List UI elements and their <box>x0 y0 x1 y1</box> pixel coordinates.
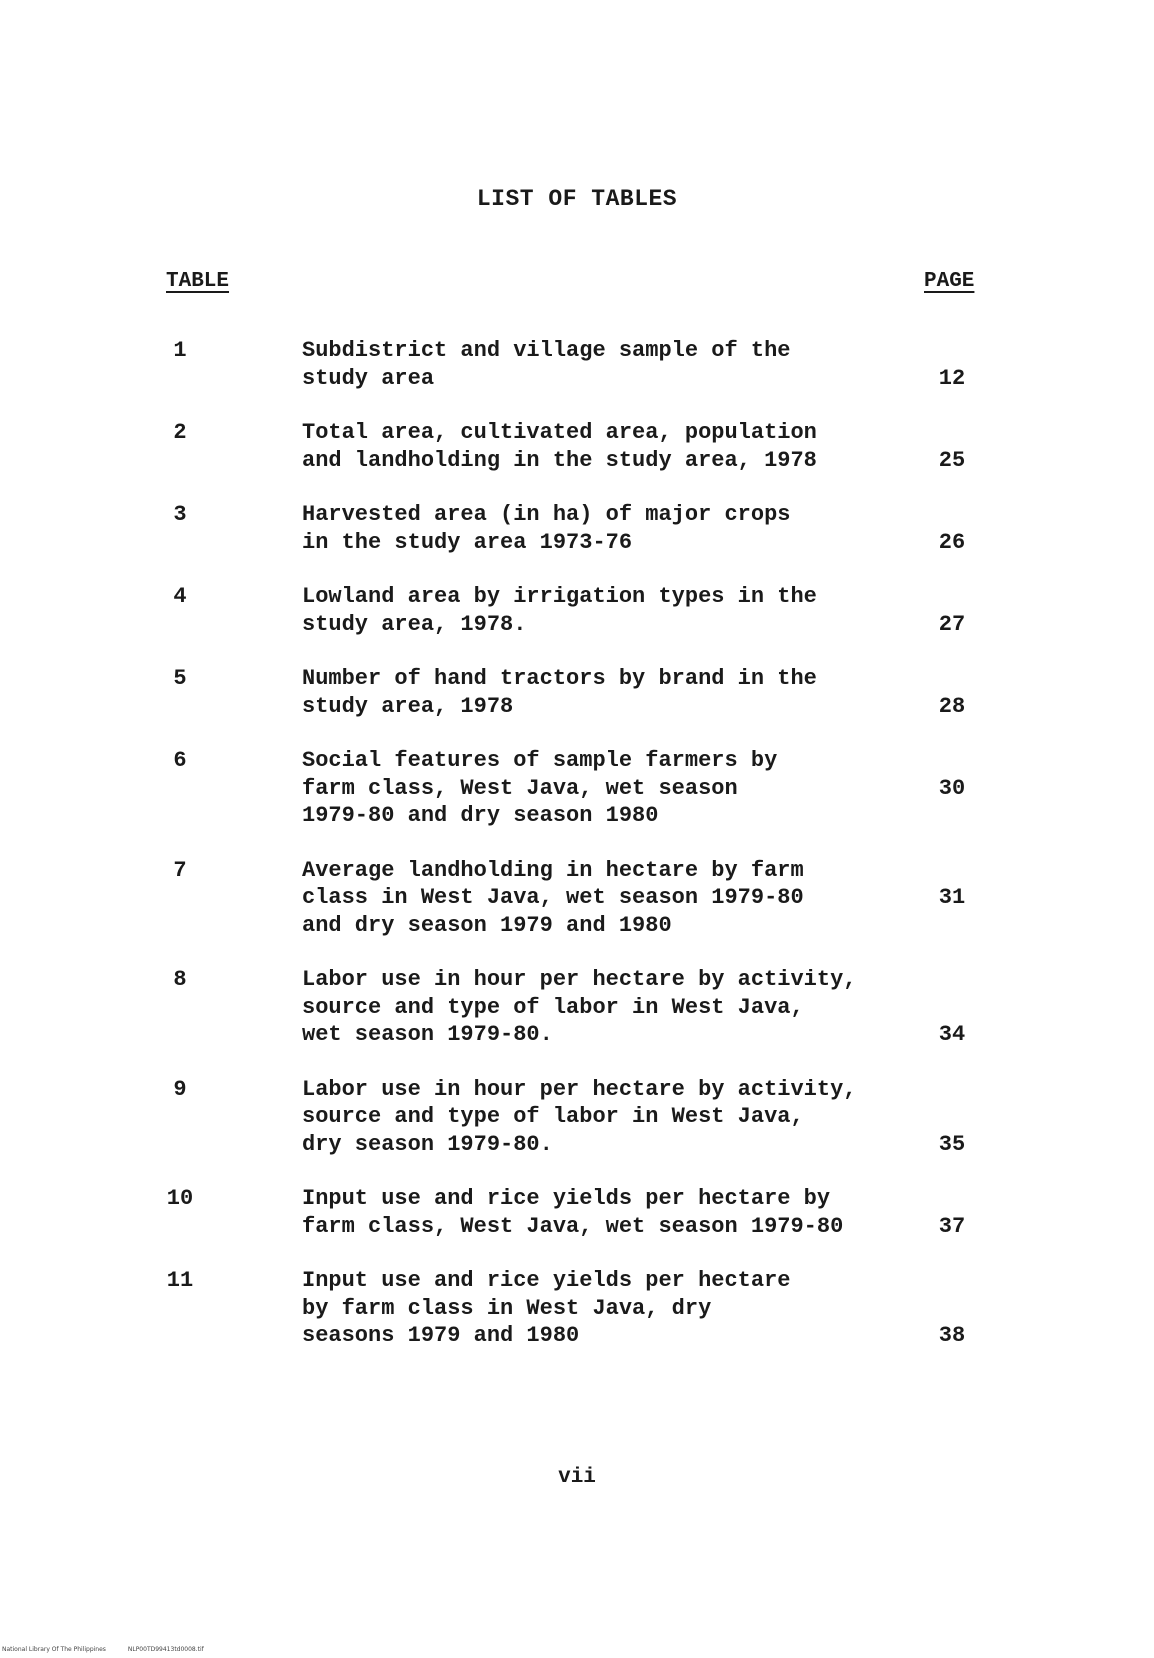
entry-description: Labor use in hour per hectare by activity, source and type of labor in West Java, dry season 1979-80. <box>302 1076 857 1157</box>
entry-description: Number of hand tractors by brand in the study area, 1978 <box>302 666 817 719</box>
page-title: LIST OF TABLES <box>476 186 678 212</box>
entry-page: 30 <box>938 775 966 801</box>
footer-library: National Library Of The Philippines <box>2 1646 106 1653</box>
entry-number: 7 <box>173 857 187 883</box>
entry-page: 38 <box>938 1323 966 1348</box>
entry-page: 35 <box>938 1131 966 1157</box>
entry-page: 25 <box>938 447 966 473</box>
list-item <box>0 1267 1154 1350</box>
entry-number: 1 <box>173 338 187 363</box>
table-list <box>0 337 1154 1377</box>
entry-description: Input use and rice yields per hectare by farm class in West Java, dry seasons 1979 and 1980 <box>302 1268 791 1348</box>
entry-number: 4 <box>173 584 187 609</box>
entry-description: Labor use in hour per hectare by activity, source and type of labor in West Java, wet season 1979-80. <box>302 967 857 1047</box>
entry-number: 3 <box>173 502 187 527</box>
entry-number: 5 <box>173 666 187 691</box>
entry-page: 31 <box>938 885 966 910</box>
list-item <box>0 665 1154 720</box>
entry-description: Input use and rice yields per hectare by farm class, West Java, wet season 1979-80 <box>302 1186 844 1239</box>
entry-description: Average landholding in hectare by farm class in West Java, wet season 1979-80 and dry season 1979 and 1980 <box>302 857 804 938</box>
scan-footer <box>2 1646 224 1653</box>
list-item <box>0 1185 1154 1240</box>
entry-description: Harvested area (in ha) of major crops in the study area 1973-76 <box>302 502 791 555</box>
entry-number: 8 <box>173 967 187 992</box>
page-number: vii <box>558 1466 596 1489</box>
footer-file: NLP00TD99413td0008.tif <box>127 1646 204 1653</box>
entry-description: Social features of sample farmers by farm class, West Java, wet season 1979-80 and dry season 1980 <box>302 748 778 828</box>
page-column-header: PAGE <box>924 270 975 293</box>
list-item <box>0 966 1154 1049</box>
entry-page: 28 <box>938 693 966 719</box>
entry-page: 34 <box>938 1022 966 1047</box>
entry-page: 37 <box>938 1213 966 1239</box>
list-item <box>0 747 1154 830</box>
list-item <box>0 337 1154 392</box>
list-item <box>0 583 1154 638</box>
list-item <box>0 501 1154 556</box>
list-item <box>0 1076 1154 1159</box>
entry-number: 2 <box>173 420 187 445</box>
entry-number: 9 <box>173 1076 187 1102</box>
entry-description: Subdistrict and village sample of the study area <box>302 338 791 391</box>
entry-number: 6 <box>173 748 187 773</box>
entry-number: 10 <box>166 1186 194 1211</box>
list-item <box>0 857 1154 940</box>
entry-page: 26 <box>938 529 966 555</box>
entry-number: 11 <box>166 1268 194 1293</box>
entry-description: Total area, cultivated area, population and landholding in the study area, 1978 <box>302 420 817 473</box>
entry-page: 12 <box>938 365 966 391</box>
list-item <box>0 419 1154 474</box>
table-column-header: TABLE <box>166 270 230 293</box>
entry-description: Lowland area by irrigation types in the study area, 1978. <box>302 584 817 637</box>
entry-page: 27 <box>938 611 966 637</box>
